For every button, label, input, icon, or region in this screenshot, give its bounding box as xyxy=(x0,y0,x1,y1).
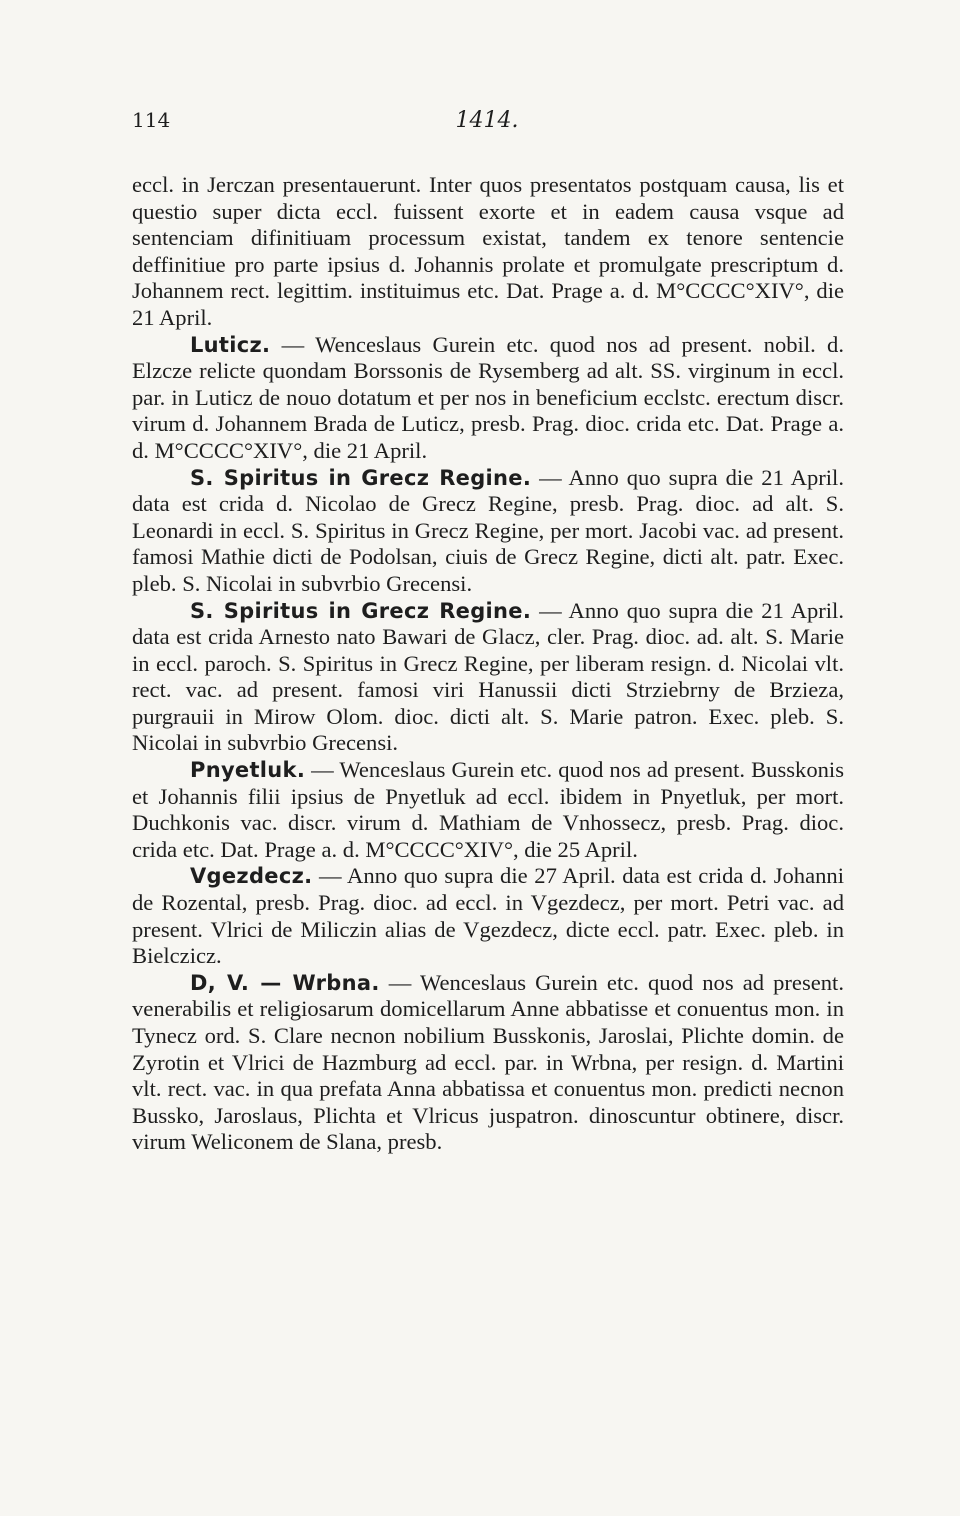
entry-text: eccl. in Jerczan presentauerunt. Inter quos presentatos postquam causa, lis et questio super dicta eccl. fuissent exorte et in eadem causa vsque ad sentenciam difinitiuam processum existat, tandem ex tenore sentencie deffinitiue pro parte ipsius d. Johannis prolate et promulgate prescriptum d. Johannem rect. legittim. instituimus etc. Dat. Prage a. d. M°CCCC°XIV°, die 21 April. xyxy=(132,172,844,330)
entry-text: — Wenceslaus Gurein etc. quod nos ad present. nobil. d. Elzcze relicte quondam Borssonis de Rysemberg ad alt. SS. virginum in eccl. par. in Luticz de nouo dotatum et per nos in beneficium ecclstc. erectum discr. virum d. Johannem Brada de Luticz, presb. Prag. dioc. crida etc. Dat. Prage a. d. M°CCCC°XIV°, die 21 April. xyxy=(132,331,844,463)
entry-heading: Luticz. xyxy=(190,332,271,357)
entry-wrbna xyxy=(132,970,844,1156)
page-header xyxy=(132,108,842,148)
entry-pnyetluk xyxy=(132,757,844,863)
entry-heading: Vgezdecz. xyxy=(190,864,313,889)
entry-continuation xyxy=(132,172,844,332)
page-number: 114 xyxy=(132,108,171,132)
entry-text: — Anno quo supra die 21 April. data est crida Arnesto nato Bawari de Glacz, cler. Prag. dioc. ad. alt. S. Marie in eccl. paroch. S. Spiritus in Grecz Regine, per liberam resign. d. Nicolai vlt. rect. vac. ad present. famosi viri Hanussii dicti Strziebrny de Brzieza, purgrauii in Mirow Olom. dioc. dicti alt. S. Marie patron. Exec. pleb. S. Nicolai in subvrbio Grecensi. xyxy=(132,597,844,756)
entry-text: — Anno quo supra die 21 April. data est crida d. Nicolao de Grecz Regine, presb. Prag. dioc. ad alt. S. Leonardi in eccl. S. Spiritus in Grecz Regine, per mort. Jacobi vac. ad present. famosi Mathie dicti de Podolsan, ciuis de Grecz Regine, dicti alt. patr. Exec. pleb. S. Nicolai in subvrbio Grecensi. xyxy=(132,464,844,596)
entry-luticz xyxy=(132,332,844,465)
entry-s-spiritus-1 xyxy=(132,465,844,598)
body-text xyxy=(132,172,844,1156)
entry-heading: S. Spiritus in Grecz Regine. xyxy=(190,598,532,623)
running-head-year: 1414. xyxy=(455,108,519,133)
entry-s-spiritus-2 xyxy=(132,598,844,758)
entry-heading: D, V. — Wrbna. xyxy=(190,970,380,995)
entry-heading: Pnyetluk. xyxy=(190,758,306,783)
entry-text: — Anno quo supra die 27 April. data est crida d. Johanni de Rozental, presb. Prag. dioc. ad eccl. in Vgezdecz, per mort. Petri vac. ad present. Vlrici de Miliczin alias de Vgezdecz, dicte eccl. patr. Exec. pleb. in Bielczicz. xyxy=(132,863,844,969)
entry-vgezdecz xyxy=(132,863,844,969)
entry-text: — Wenceslaus Gurein etc. quod nos ad present. Busskonis et Johannis filii ipsius de Pnyetluk ad eccl. ibidem in Pnyetluk, per mort. Duchkonis vac. discr. virum d. Mathiam de Vnhossecz, presb. Prag. dioc. crida etc. Dat. Prage a. d. M°CCCC°XIV°, die 25 April. xyxy=(132,757,844,862)
entry-heading: S. Spiritus in Grecz Regine. xyxy=(190,465,532,490)
entry-text: — Wenceslaus Gurein etc. quod nos ad present. venerabilis et religiosarum domicellarum Anne abbatisse et conuentus mon. in Tynecz ord. S. Clare necnon nobilium Busskonis, Jaroslai, Plichte domin. de Zyrotin et Vlrici de Hazmburg ad eccl. par. in Wrbna, per resign. d. Martini vlt. rect. vac. in qua prefata Anna abbatissa et conuentus mon. predicti necnon Bussko, Jaroslaus, Plichta et Vlricus juspatron. dinoscuntur obtinere, discr. virum Weliconem de Slana, presb. xyxy=(132,969,844,1155)
